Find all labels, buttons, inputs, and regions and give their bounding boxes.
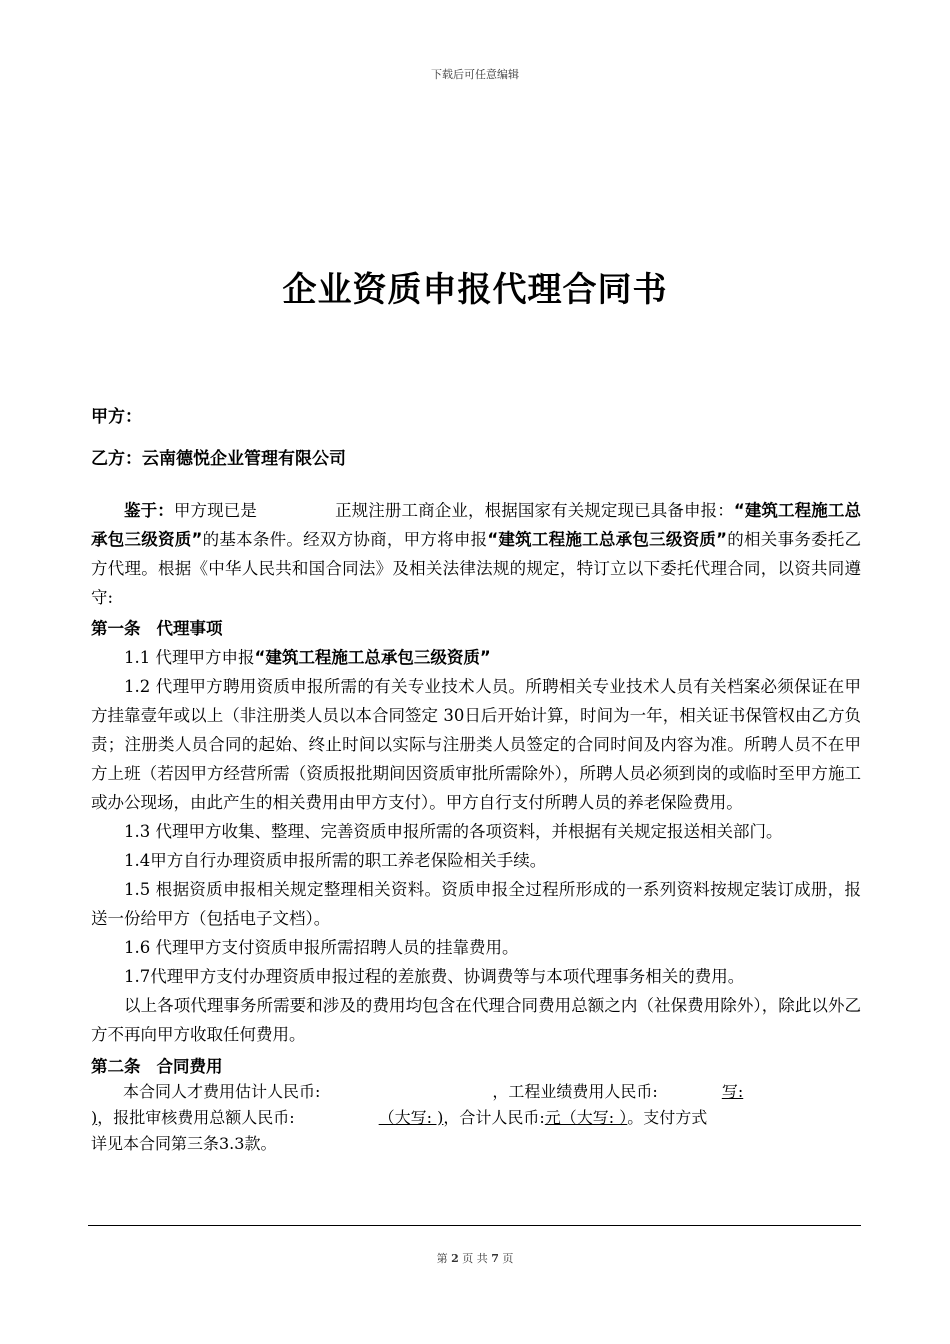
fee-line-3: 详见本合同第三条3.3款。	[91, 1134, 277, 1153]
article-2-name: 合同费用	[156, 1057, 223, 1076]
recital-label: 鉴于：	[124, 501, 174, 520]
fee-performance-uppercase: 写:	[721, 1082, 744, 1101]
article-1-heading	[91, 614, 861, 643]
fee-total-value: 元（大写: ）	[544, 1108, 628, 1127]
recital-quote-1: “建筑工程施工总承包三级资质”	[91, 501, 862, 549]
fee-review-label: ，报批审核费用总额人民币:	[97, 1108, 295, 1127]
page-header: 下载后可任意编辑	[431, 68, 519, 81]
recital-paragraph	[91, 496, 861, 612]
footer-page-number: 2	[451, 1252, 459, 1265]
article-1-name: 代理事项	[156, 619, 223, 638]
article-1-summary: 以上各项代理事务所需要和涉及的费用均包含在代理合同费用总额之内（社保费用除外），除此以外乙方不再向甲方收取任何费用。	[91, 996, 861, 1044]
fee-line-2	[91, 1105, 861, 1131]
recital-text-4: 的相关事务委托乙方代理。根据《中华人民共和国合同法》及相关法律法规的规定，特订立以下委托代理合同，以资共同遵守:	[91, 530, 861, 607]
item-1-7: 1.7代理甲方支付办理资质申报过程的差旅费、协调费等与本项代理事务相关的费用。	[124, 967, 745, 986]
document-title: 企业资质申报代理合同书	[282, 270, 668, 310]
footer-suffix: 页	[502, 1252, 514, 1265]
party-a-line: 甲方：	[91, 407, 142, 427]
fee-line-1	[91, 1079, 861, 1105]
article-2-number: 第二条	[91, 1057, 141, 1076]
fee-performance-label: ，工程业绩费用人民币:	[492, 1082, 658, 1101]
page-footer	[0, 1250, 950, 1266]
footer-middle: 页 共	[462, 1252, 488, 1265]
recital-text-3: 的基本条件。经双方协商，甲方将申报	[202, 530, 488, 549]
item-1-1-quote: “建筑工程施工总承包三级资质”	[254, 648, 491, 667]
footer-page-total: 7	[491, 1252, 499, 1265]
fee-review-uppercase: （大写: )	[378, 1108, 444, 1127]
recital-quote-2: “建筑工程施工总承包三级资质”	[487, 530, 727, 549]
fee-payment-text: 。支付方式	[627, 1108, 708, 1127]
article-2-heading	[91, 1055, 861, 1079]
fee-total-label: ，合计人民币:	[443, 1108, 545, 1127]
fee-talent-label: 本合同人才费用估计人民币:	[123, 1082, 321, 1101]
party-b-line: 乙方：云南德悦企业管理有限公司	[91, 449, 346, 469]
item-1-1-text: 1.1 代理甲方申报	[124, 648, 255, 667]
recital-text-1: 甲方现已是	[173, 501, 257, 520]
item-1-4: 1.4甲方自行办理资质申报所需的职工养老保险相关手续。	[124, 851, 547, 870]
article-1-number: 第一条	[91, 619, 141, 638]
document-body	[91, 398, 861, 1157]
fee-line-2-close: )	[91, 1108, 98, 1127]
item-1-3: 1.3 代理甲方收集、整理、完善资质申报所需的各项资料，并根据有关规定报送相关部门。	[124, 822, 783, 841]
item-1-6: 1.6 代理甲方支付资质申报所需招聘人员的挂靠费用。	[124, 938, 519, 957]
footer-prefix: 第	[436, 1252, 448, 1265]
recital-text-2: 正规注册工商企业，根据国家有关规定现已具备申报：	[334, 501, 734, 520]
item-1-2: 1.2 代理甲方聘用资质申报所需的有关专业技术人员。所聘相关专业技术人员有关档案必须保证在甲方挂靠壹年或以上（非注册类人员以本合同签定 30日后开始计算，时间为一年，相关证书保管权由乙方负责；注册类人员合同的起始、终止时间以实际与注册类人员签定的合同时间及内容为准。所聘人员不在甲方上班（若因甲方经营所需（资质报批期间因资质审批所需除外），所聘人员必须到岗的或临时至甲方施工或办公现场，由此产生的相关费用由甲方支付）。甲方自行支付所聘人员的养老保险费用。	[91, 677, 861, 812]
footer-divider	[88, 1225, 861, 1226]
item-1-1	[91, 643, 861, 672]
item-1-5: 1.5 根据资质申报相关规定整理相关资料。资质申报全过程所形成的一系列资料按规定装订成册，报送一份给甲方（包括电子文档）。	[91, 880, 861, 928]
